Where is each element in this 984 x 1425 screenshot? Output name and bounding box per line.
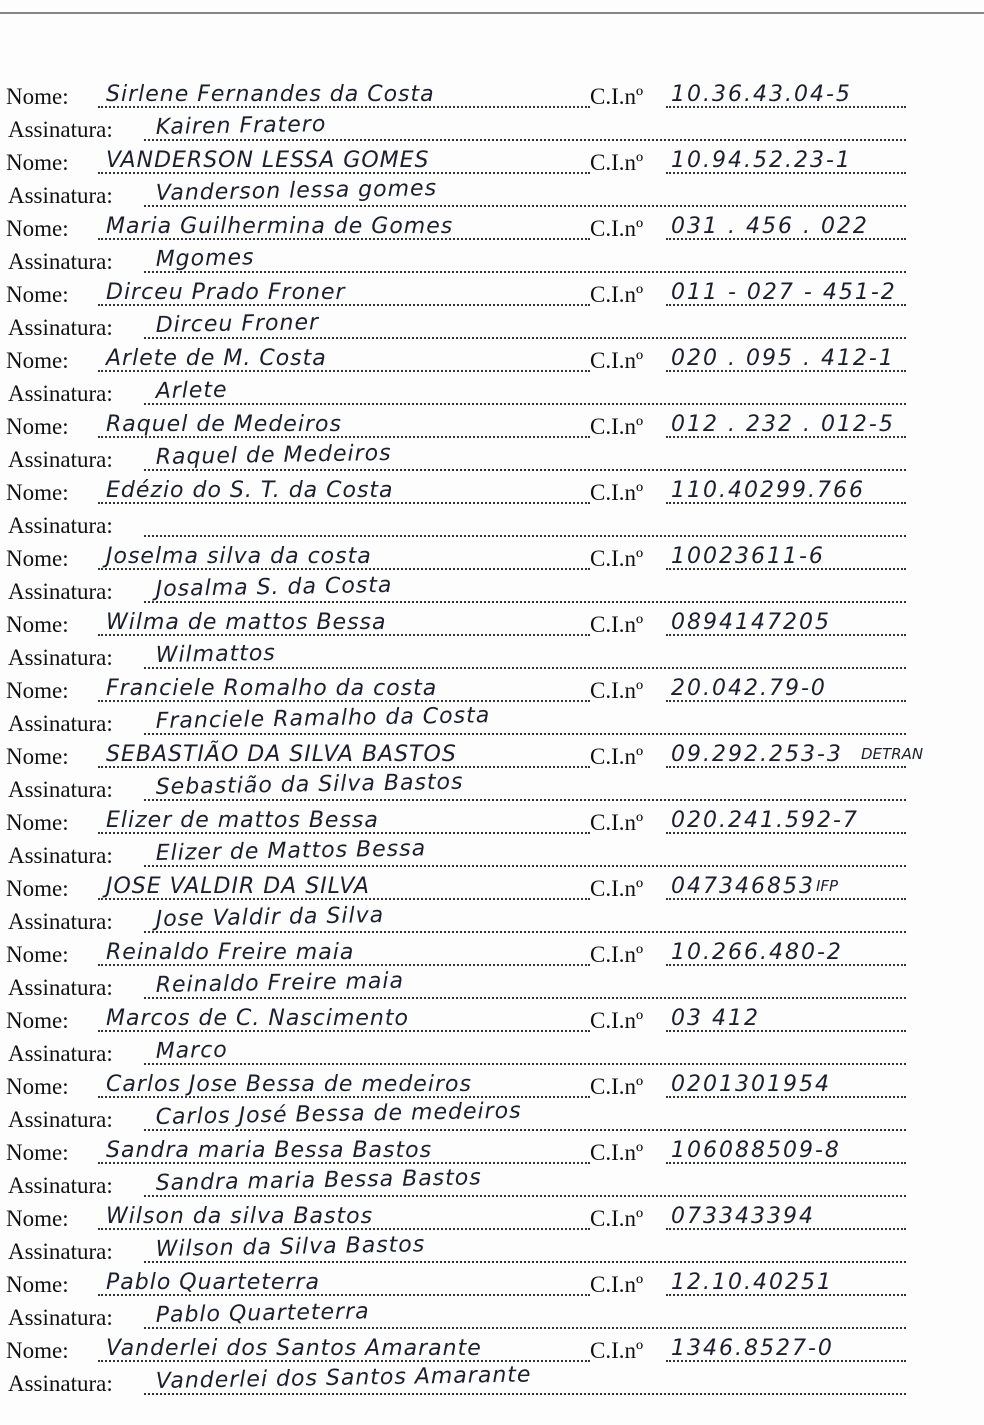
signature-label: Assinatura:	[8, 843, 113, 868]
handwritten-name: Wilson da silva Bastos	[106, 1204, 374, 1229]
signature-entry	[6, 546, 966, 612]
handwritten-signature: Josalma S. da Costa	[155, 572, 393, 603]
handwritten-signature: Vanderlei dos Santos Amarante	[155, 1362, 532, 1395]
signature-label: Assinatura:	[8, 249, 113, 274]
signature-label: Assinatura:	[8, 1107, 113, 1132]
ci-label: C.I.nº	[590, 1272, 644, 1297]
handwritten-signature: Kairen Fratero	[155, 112, 327, 141]
ci-label: C.I.nº	[590, 150, 644, 175]
handwritten-signature: Elizer de Mattos Bessa	[155, 836, 427, 867]
signature-label: Assinatura:	[8, 975, 113, 1000]
signature-dotted-line	[144, 1063, 906, 1065]
handwritten-signature: Reinaldo Freire maia	[155, 968, 405, 999]
name-label: Nome:	[6, 414, 69, 439]
handwritten-ci-number: 03 412	[671, 1006, 760, 1031]
signature-label: Assinatura:	[8, 579, 113, 604]
name-line	[6, 1140, 966, 1173]
handwritten-ci-number: 12.10.40251	[671, 1270, 833, 1295]
handwritten-name: Elizer de mattos Bessa	[106, 808, 379, 833]
ci-label: C.I.nº	[590, 282, 644, 307]
handwritten-name: Dirceu Prado Froner	[106, 280, 346, 305]
handwritten-name: VANDERSON LESSA GOMES	[106, 148, 430, 173]
signature-label: Assinatura:	[8, 711, 113, 736]
handwritten-signature: Vanderson lessa gomes	[155, 176, 438, 207]
signature-entry	[6, 282, 966, 348]
name-label: Nome:	[6, 810, 69, 835]
ci-issuer-note: DETRAN	[861, 745, 924, 763]
name-label: Nome:	[6, 942, 69, 967]
name-line	[6, 546, 966, 579]
name-line	[6, 1272, 966, 1305]
signature-label: Assinatura:	[8, 777, 113, 802]
name-label: Nome:	[6, 744, 69, 769]
handwritten-ci-number: 0201301954	[671, 1072, 831, 1097]
handwritten-signature: Mgomes	[155, 245, 255, 273]
handwritten-signature: Marco	[155, 1037, 228, 1065]
handwritten-signature: Arlete	[155, 377, 228, 405]
ci-label: C.I.nº	[590, 480, 644, 505]
signature-dotted-line	[144, 403, 906, 405]
handwritten-name: Raquel de Medeiros	[106, 412, 342, 437]
handwritten-name: Reinaldo Freire maia	[106, 940, 355, 965]
ci-label: C.I.nº	[590, 678, 644, 703]
name-line	[6, 414, 966, 447]
signature-entry	[6, 1140, 966, 1206]
signature-label: Assinatura:	[8, 909, 113, 934]
signature-entry	[6, 216, 966, 282]
handwritten-name: Joselma silva da costa	[106, 544, 372, 569]
handwritten-name: Sandra maria Bessa Bastos	[106, 1138, 433, 1163]
name-line	[6, 612, 966, 645]
handwritten-name: SEBASTIÃO DA SILVA BASTOS	[106, 742, 457, 767]
signature-list	[6, 84, 966, 1404]
signature-entry	[6, 744, 966, 810]
name-label: Nome:	[6, 1206, 69, 1231]
name-label: Nome:	[6, 216, 69, 241]
handwritten-signature: Pablo Quarteterra	[155, 1299, 370, 1329]
name-line	[6, 1008, 966, 1041]
name-label: Nome:	[6, 480, 69, 505]
handwritten-name: Marcos de C. Nascimento	[106, 1006, 409, 1031]
signature-entry	[6, 810, 966, 876]
signature-label: Assinatura:	[8, 381, 113, 406]
handwritten-ci-number: 020 . 095 . 412-1	[671, 346, 895, 371]
name-line	[6, 216, 966, 249]
ci-label: C.I.nº	[590, 84, 644, 109]
handwritten-ci-number: 012 . 232 . 012-5	[671, 412, 895, 437]
ci-issuer-note: IFP	[816, 877, 839, 895]
name-line	[6, 876, 966, 909]
name-label: Nome:	[6, 546, 69, 571]
ci-label: C.I.nº	[590, 810, 644, 835]
top-edge-line	[0, 12, 984, 14]
handwritten-ci-number: 09.292.253-3	[671, 742, 843, 767]
handwritten-signature: Raquel de Medeiros	[155, 440, 392, 471]
ci-label: C.I.nº	[590, 1140, 644, 1165]
handwritten-ci-number: 031 . 456 . 022	[671, 214, 869, 239]
ci-label: C.I.nº	[590, 348, 644, 373]
handwritten-signature: Dirceu Froner	[155, 310, 320, 339]
name-line	[6, 150, 966, 183]
handwritten-ci-number: 10023611-6	[671, 544, 825, 569]
ci-label: C.I.nº	[590, 1008, 644, 1033]
signature-dotted-line	[144, 535, 906, 537]
signature-entry	[6, 1272, 966, 1338]
handwritten-name: Wilma de mattos Bessa	[106, 610, 387, 635]
handwritten-name: Vanderlei dos Santos Amarante	[106, 1336, 482, 1361]
signature-label: Assinatura:	[8, 645, 113, 670]
name-label: Nome:	[6, 1008, 69, 1033]
handwritten-name: Edézio do S. T. da Costa	[106, 478, 394, 503]
signature-entry	[6, 876, 966, 942]
signature-entry	[6, 678, 966, 744]
ci-label: C.I.nº	[590, 414, 644, 439]
name-line	[6, 480, 966, 513]
signature-label: Assinatura:	[8, 1173, 113, 1198]
ci-label: C.I.nº	[590, 546, 644, 571]
signature-entry	[6, 1074, 966, 1140]
ci-label: C.I.nº	[590, 744, 644, 769]
signature-entry	[6, 942, 966, 1008]
signature-entry	[6, 612, 966, 678]
handwritten-name: Carlos Jose Bessa de medeiros	[106, 1072, 472, 1097]
handwritten-ci-number: 110.40299.766	[671, 478, 865, 503]
handwritten-signature: Sebastião da Silva Bastos	[155, 769, 464, 801]
name-label: Nome:	[6, 282, 69, 307]
handwritten-ci-number: 10.266.480-2	[671, 940, 843, 965]
handwritten-ci-number: 0894147205	[671, 610, 831, 635]
handwritten-ci-number: 020.241.592-7	[671, 808, 859, 833]
ci-label: C.I.nº	[590, 216, 644, 241]
signature-entry	[6, 414, 966, 480]
signature-dotted-line	[144, 271, 906, 273]
name-line	[6, 282, 966, 315]
name-label: Nome:	[6, 150, 69, 175]
name-line	[6, 84, 966, 117]
signature-entry	[6, 1338, 966, 1404]
signature-label: Assinatura:	[8, 1305, 113, 1330]
handwritten-name: Pablo Quarteterra	[106, 1270, 320, 1295]
signature-label: Assinatura:	[8, 447, 113, 472]
handwritten-ci-number: 20.042.79-0	[671, 676, 827, 701]
signature-label: Assinatura:	[8, 513, 113, 538]
signature-entry	[6, 84, 966, 150]
name-label: Nome:	[6, 84, 69, 109]
name-line	[6, 348, 966, 381]
handwritten-ci-number: 106088509-8	[671, 1138, 841, 1163]
signature-label: Assinatura:	[8, 117, 113, 142]
name-label: Nome:	[6, 1140, 69, 1165]
handwritten-name: JOSE VALDIR DA SILVA	[106, 874, 370, 899]
ci-label: C.I.nº	[590, 612, 644, 637]
handwritten-signature: Carlos José Bessa de medeiros	[155, 1098, 522, 1131]
name-label: Nome:	[6, 1272, 69, 1297]
signature-line	[6, 1362, 966, 1404]
ci-label: C.I.nº	[590, 1074, 644, 1099]
name-label: Nome:	[6, 876, 69, 901]
signature-label: Assinatura:	[8, 1371, 113, 1396]
signature-label: Assinatura:	[8, 315, 113, 340]
handwritten-name: Franciele Romalho da costa	[106, 676, 438, 701]
name-label: Nome:	[6, 348, 69, 373]
handwritten-signature: Sandra maria Bessa Bastos	[155, 1165, 482, 1197]
handwritten-signature: Franciele Ramalho da Costa	[155, 703, 491, 735]
handwritten-ci-number: 10.36.43.04-5	[671, 82, 852, 107]
name-label: Nome:	[6, 1074, 69, 1099]
handwritten-ci-number: 1346.8527-0	[671, 1336, 834, 1361]
handwritten-name: Arlete de M. Costa	[106, 346, 327, 371]
handwritten-ci-number: 073343394	[671, 1204, 815, 1229]
handwritten-signature: Wilmattos	[155, 640, 276, 669]
ci-label: C.I.nº	[590, 1206, 644, 1231]
signature-entry	[6, 1008, 966, 1074]
handwritten-ci-number: 011 - 027 - 451-2	[671, 280, 897, 305]
handwritten-signature: Jose Valdir da Silva	[155, 903, 385, 933]
name-label: Nome:	[6, 612, 69, 637]
signature-entry	[6, 1206, 966, 1272]
ci-label: C.I.nº	[590, 1338, 644, 1363]
name-line	[6, 744, 966, 777]
handwritten-name: Sirlene Fernandes da Costa	[106, 82, 435, 107]
handwritten-signature: Wilson da Silva Bastos	[155, 1232, 426, 1263]
signature-label: Assinatura:	[8, 1239, 113, 1264]
signature-label: Assinatura:	[8, 183, 113, 208]
name-line	[6, 1206, 966, 1239]
signature-entry	[6, 348, 966, 414]
name-line	[6, 942, 966, 975]
signature-label: Assinatura:	[8, 1041, 113, 1066]
name-label: Nome:	[6, 1338, 69, 1363]
ci-label: C.I.nº	[590, 876, 644, 901]
handwritten-ci-number: 10.94.52.23-1	[671, 148, 852, 173]
signature-entry	[6, 480, 966, 546]
name-line	[6, 810, 966, 843]
name-label: Nome:	[6, 678, 69, 703]
ci-label: C.I.nº	[590, 942, 644, 967]
handwritten-name: Maria Guilhermina de Gomes	[106, 214, 454, 239]
signature-entry	[6, 150, 966, 216]
handwritten-ci-number: 047346853	[671, 874, 815, 899]
